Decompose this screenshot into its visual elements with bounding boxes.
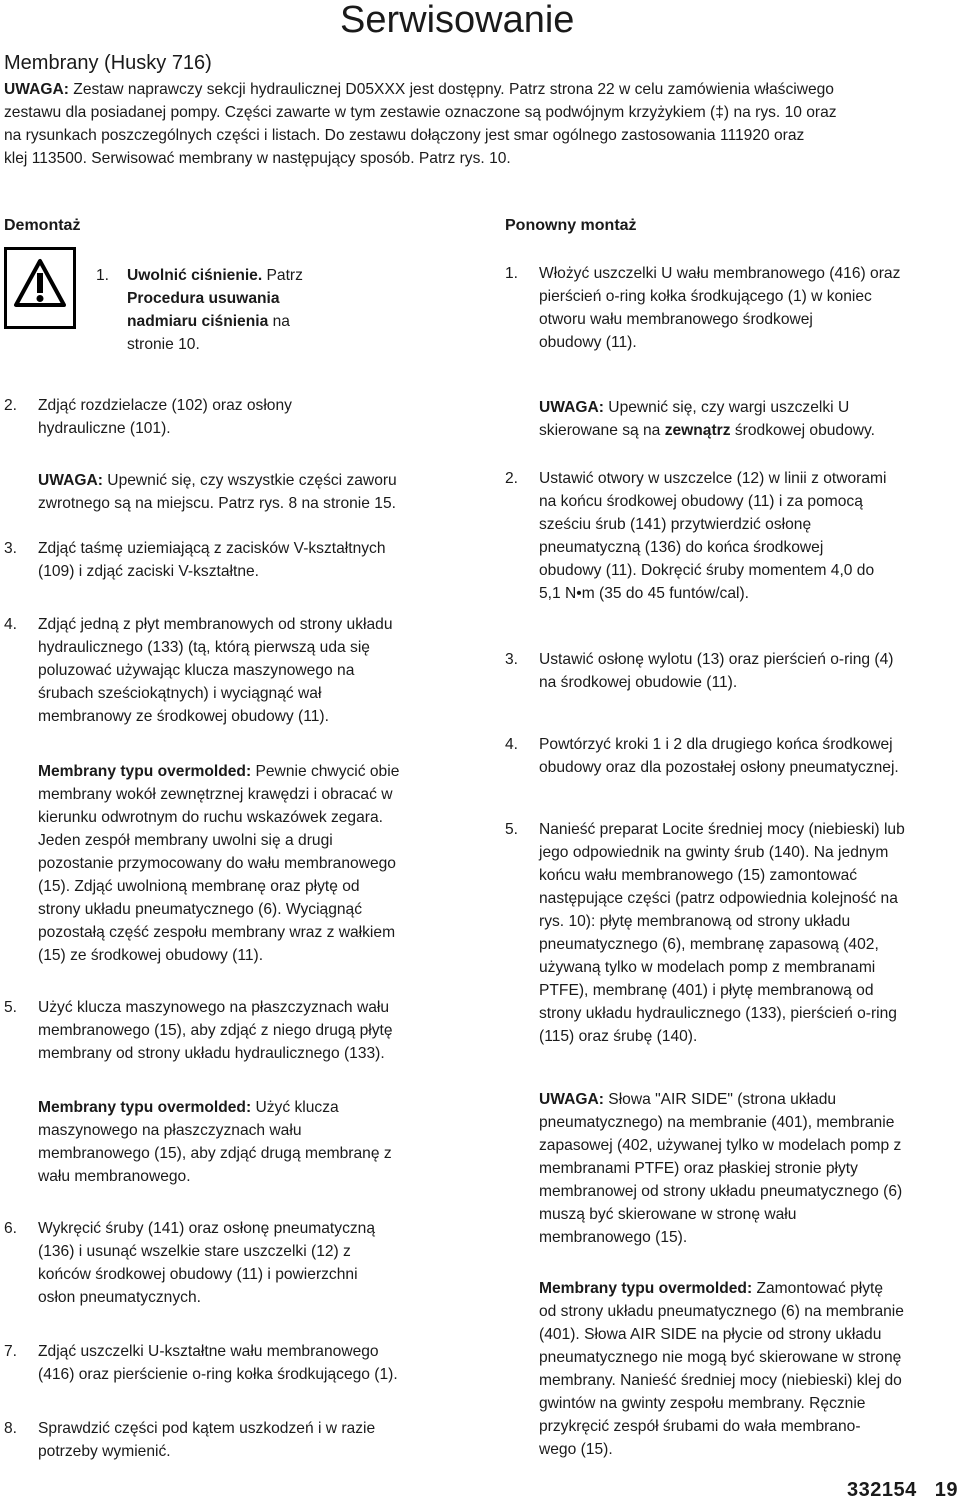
reassembly-note-5: UWAGA: Słowa "AIR SIDE" (strona układu pneumatycznego) na membranie (401), membranie zapasowej (402, używanej tylko w modelach pomp z membranami PTFE) oraz płaskiej stronie płyty membranowej od strony układu pneumatycznego (6) muszą być skierowane w stronę wału membranowego (15). bbox=[539, 1091, 903, 1246]
overmolded-note-5: Membrany typu overmolded: Użyć klucza maszynowego na płaszczyznach wału membranowego (15), aby zdjąć drugą membranę z wału membranowego. bbox=[38, 1099, 392, 1185]
disassembly-note: UWAGA: Upewnić się, czy wszystkie części zaworu zwrotnego są na miejscu. Patrz rys. 8 na stronie 15. bbox=[38, 472, 397, 512]
reassembly-note-1: UWAGA: Upewnić się, czy wargi uszczelki U skierowane są na zewnątrz środkowej obudowy. bbox=[539, 399, 876, 439]
page-footer bbox=[829, 1478, 958, 1502]
disassembly-step-1: 1. Uwolnić ciśnienie. Patrz Procedura usuwania nadmiaru ciśnienia na stronie 10. bbox=[96, 267, 303, 353]
intro-note: UWAGA: Zestaw naprawczy sekcji hydraulicznej D05XXX jest dostępny. Patrz strona 22 w celu zamówienia właściwego zestawu dla posiadanej pompy. Części zawarte w tym zestawie oznaczone są podwójnym krzyżykiem (‡) na rys. 10 oraz na rysunkach poszczególnych części i listach. Do zestawu dołączony jest smar ogólnego zastosowania 111920 oraz klej 113500. Serwisować membrany w następujący sposób. Patrz rys. 10. bbox=[4, 81, 837, 167]
section-title: Membrany (Husky 716) bbox=[4, 52, 212, 74]
warning-icon bbox=[4, 247, 76, 329]
page-number: 19 bbox=[934, 1479, 958, 1501]
document-number: 332154 bbox=[847, 1479, 917, 1501]
overmolded-note-4: Membrany typu overmolded: Pewnie chwycić obie membrany wokół zewnętrznej krawędzi i obracać w kierunku odwrotnym do ruchu wskazówek zegara. Jeden zespół membrany uwolni się a drugi pozostanie przymocowany do wału membranowego (15). Zdjąć uwolnioną membranę oraz płytę od strony układu pneumatycznego (6). Wyciągnąć pozostałą część zespołu membrany wraz z wałkiem (15) ze środkowej obudowy (11). bbox=[38, 763, 400, 964]
reassembly-heading: Ponowny montaż bbox=[505, 217, 637, 234]
disassembly-heading: Demontaż bbox=[4, 217, 81, 234]
intro-note-label: UWAGA: bbox=[4, 81, 69, 98]
chapter-title: Serwisowanie bbox=[340, 0, 575, 41]
overmolded-note-reassembly: Membrany typu overmolded: Zamontować płytę od strony układu pneumatycznego (6) na membranie (401). Słowa AIR SIDE na płycie od strony układu pneumatycznego nie mogą być skierowane w stronę membrany. Nanieść średniej mocy (niebieski) klej do gwintów na gwinty zespołu membrany. Ręcznie przykręcić zespół śrubami do wała membrano- wego (15). bbox=[539, 1280, 904, 1458]
